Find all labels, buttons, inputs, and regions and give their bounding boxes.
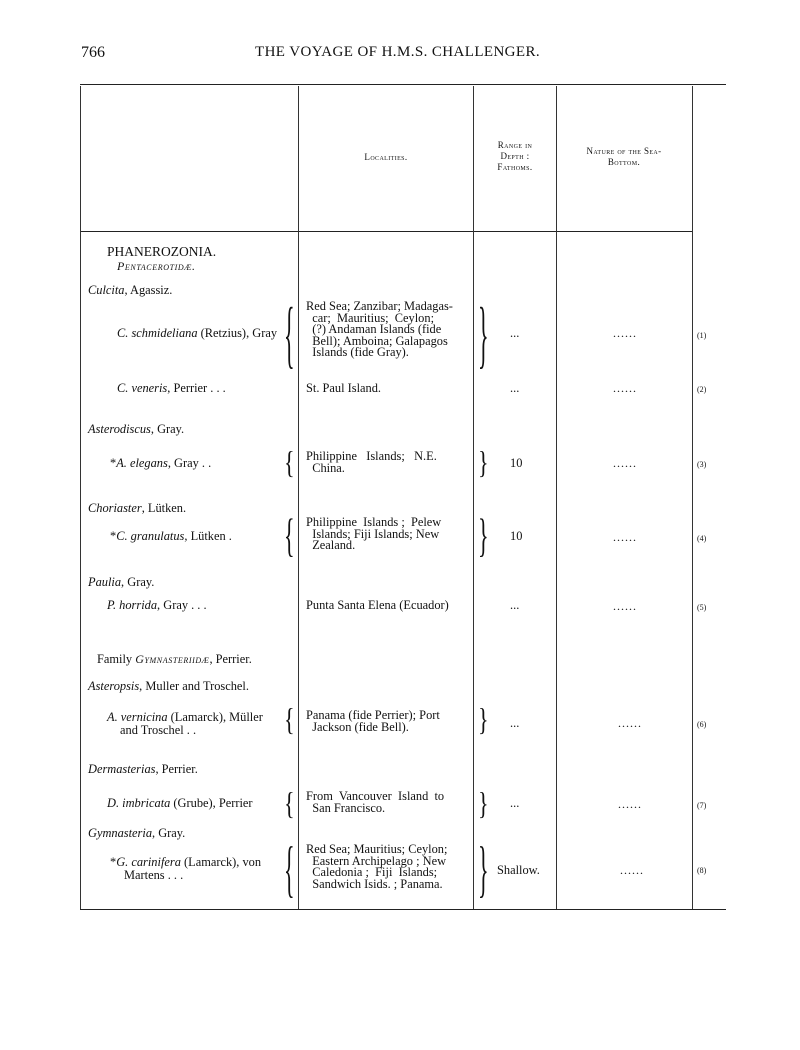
- footnote-ref-6: (6): [697, 720, 707, 729]
- depth-carinifera: Shallow.: [497, 863, 540, 877]
- header-depth: Range in Depth : Fathoms.: [497, 140, 533, 172]
- brace-right: }: [478, 701, 489, 738]
- genus-asteropsis: Asteropsis, Muller and Troschel.: [88, 679, 249, 693]
- localities-horrida: Punta Santa Elena (Ecuador): [306, 598, 449, 612]
- species-imbricata: D. imbricata (Grube), Perrier: [107, 796, 253, 810]
- species-granulatus: *C. granulatus, Lütken .: [110, 529, 232, 543]
- footnote-ref-3: (3): [697, 460, 707, 469]
- depth-imbricata: ...: [510, 796, 520, 810]
- species-horrida: P. horrida, Gray . . .: [107, 598, 207, 612]
- sea-bottom-imbricata: ......: [618, 797, 642, 811]
- footnote-ref-4: (4): [697, 534, 707, 543]
- localities-vernicina: Panama (fide Perrier); Port Jackson (fide Bell).: [306, 708, 440, 734]
- footnote-ref-7: (7): [697, 801, 707, 810]
- species-veneris: C. veneris, Perrier . . .: [117, 381, 226, 395]
- table-top-rule: [80, 84, 726, 85]
- sea-bottom-veneris: ......: [613, 381, 637, 395]
- depth-vernicina: ...: [510, 716, 520, 730]
- species-schmideliana: C. schmideliana (Retzius), Gray: [117, 326, 278, 340]
- sea-bottom-horrida: ......: [613, 599, 637, 613]
- species-carinifera: *G. carinifera (Lamarck), von: [110, 855, 262, 869]
- header-sea-bottom: Nature of the Sea- Bottom.: [586, 146, 662, 167]
- species-vernicina-author-cont: and Troschel . .: [120, 723, 197, 737]
- genus-asterodiscus: Asterodiscus, Gray.: [88, 422, 185, 436]
- header-localities: Localities.: [364, 152, 408, 162]
- table-bottom-rule: [80, 909, 726, 910]
- localities-imbricata: From Vancouver Island to San Francisco.: [306, 789, 445, 815]
- depth-veneris: ...: [510, 381, 520, 395]
- localities-veneris: St. Paul Island.: [306, 381, 382, 395]
- species-vernicina: A. vernicina (Lamarck), Müller: [107, 710, 263, 724]
- species-elegans: *A. elegans, Gray . .: [110, 456, 212, 470]
- column-rule-left: [80, 86, 81, 909]
- column-rule-localities: [473, 86, 474, 909]
- depth-schmideliana: ...: [510, 326, 520, 340]
- order-heading: PHANEROZONIA.: [107, 244, 217, 259]
- sea-bottom-vernicina: ......: [618, 716, 642, 730]
- brace-left: {: [284, 291, 295, 377]
- footnote-ref-5: (5): [697, 603, 707, 612]
- brace-left: {: [284, 701, 295, 738]
- depth-horrida: ...: [510, 598, 520, 612]
- depth-granulatus: 10: [510, 529, 523, 543]
- column-rule-depth: [556, 86, 557, 909]
- header-bottom-rule: [80, 231, 692, 232]
- sea-bottom-schmideliana: ......: [613, 326, 637, 340]
- page-number: 766: [81, 44, 105, 61]
- genus-dermasterias: Dermasterias, Perrier.: [88, 762, 198, 776]
- genus-choriaster: Choriaster, Lütken.: [88, 501, 187, 515]
- footnote-ref-1: (1): [697, 331, 707, 340]
- brace-left: {: [284, 508, 295, 562]
- localities-granulatus: Philippine Islands ; Pelew Islands; Fiji Islands; New Zealand.: [306, 515, 442, 552]
- brace-left: {: [284, 444, 295, 481]
- running-title: THE VOYAGE OF H.M.S. CHALLENGER.: [255, 44, 541, 60]
- sea-bottom-granulatus: ......: [613, 530, 637, 544]
- localities-elegans: Philippine Islands; N.E. China.: [306, 449, 437, 475]
- sea-bottom-elegans: ......: [613, 456, 637, 470]
- family-heading: Pentacerotidæ.: [117, 259, 196, 273]
- genus-gymnasteria: Gymnasteria, Gray.: [88, 826, 186, 840]
- footnote-ref-2: (2): [697, 385, 707, 394]
- sea-bottom-carinifera: ......: [620, 863, 644, 877]
- localities-schmideliana: Red Sea; Zanzibar; Madagas- car; Mauritius; Ceylon; (?) Andaman Islands (fide Bell); Amboina; Galapagos Islands (fide Gray).: [306, 299, 453, 359]
- brace-right: }: [478, 785, 489, 822]
- brace-left: {: [284, 832, 295, 904]
- localities-carinifera: Red Sea; Mauritius; Ceylon; Eastern Archipelago ; New Caledonia ; Fiji Islands; Sandwich Isids. ; Panama.: [306, 842, 448, 891]
- brace-right: }: [478, 291, 489, 377]
- column-rule-nature: [692, 86, 693, 909]
- depth-elegans: 10: [510, 456, 523, 470]
- brace-left: {: [284, 785, 295, 822]
- brace-right: }: [478, 444, 489, 481]
- genus-paulia: Paulia, Gray.: [88, 575, 155, 589]
- brace-right: }: [478, 832, 489, 904]
- family-gymnasteriidae: Family Gymnasteriidæ, Perrier.: [97, 652, 252, 666]
- genus-culcita: Culcita, Agassiz.: [88, 283, 173, 297]
- species-carinifera-author-cont: Martens . . .: [124, 868, 184, 882]
- footnote-ref-8: (8): [697, 866, 707, 875]
- brace-right: }: [478, 508, 489, 562]
- column-rule-species: [298, 86, 299, 909]
